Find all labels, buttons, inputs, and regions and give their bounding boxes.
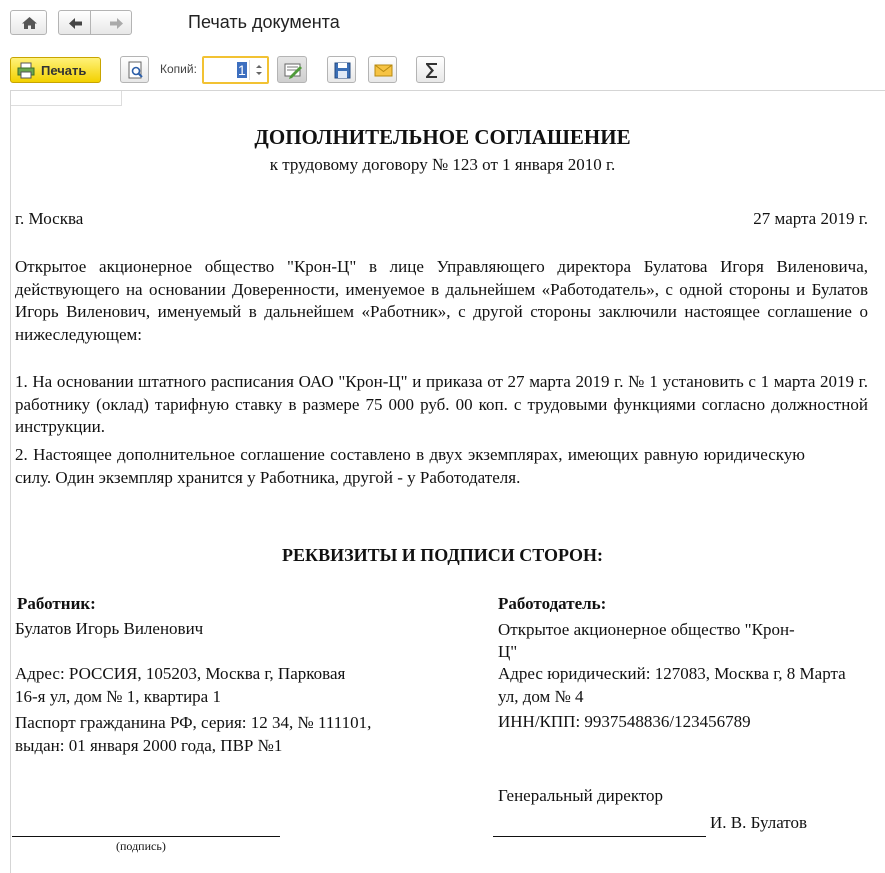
document-title: ДОПОЛНИТЕЛЬНОЕ СОГЛАШЕНИЕ <box>254 125 631 149</box>
signature-caption: (подпись) <box>116 839 166 853</box>
employer-name: Открытое акционерное общество "Крон-Ц" <box>498 620 795 661</box>
copies-stepper[interactable] <box>249 60 268 80</box>
employee-heading: Работник: <box>17 594 96 613</box>
employee-passport: Паспорт гражданина РФ, серия: 12 34, № 111101, выдан: 01 января 2000 года, ПВР №1 <box>15 713 372 755</box>
window-header <box>0 0 885 50</box>
forward-button[interactable] <box>90 10 132 35</box>
employee-address: Адрес: РОССИЯ, 105203, Москва г, Парковая 16-я ул, дом № 1, квартира 1 <box>15 664 346 706</box>
employer-inn: ИНН/КПП: 9937548836/123456789 <box>498 712 751 731</box>
stepper-arrows-icon <box>250 60 268 80</box>
preview-icon <box>121 57 150 84</box>
home-icon <box>11 11 48 36</box>
document-date: 27 марта 2019 г. <box>753 209 868 228</box>
home-button[interactable] <box>10 10 47 35</box>
printer-icon <box>17 62 35 79</box>
edit-button[interactable] <box>277 56 307 83</box>
sum-button[interactable] <box>416 56 445 83</box>
save-button[interactable] <box>327 56 356 83</box>
send-mail-button[interactable] <box>368 56 397 83</box>
save-icon <box>328 57 357 84</box>
employer-signature-line <box>493 836 706 837</box>
copies-input[interactable] <box>202 56 269 84</box>
arrow-left-icon <box>59 11 92 36</box>
copies-label: Копий: <box>160 62 197 76</box>
toolbar <box>0 54 885 88</box>
mail-icon <box>369 57 398 84</box>
print-button[interactable] <box>10 57 101 83</box>
edit-icon <box>278 57 308 84</box>
employer-signer: И. В. Булатов <box>710 813 808 832</box>
clause-1: 1. На основании штатного расписания ОАО "Крон-Ц" и приказа от 27 марта 2019 г. № 1 установить с 1 марта 2019 г. работнику (оклад) тарифную ставку в размере 75 000 руб. 00 коп. с трудовыми функциями согласно должностной инструкции. <box>15 372 868 437</box>
employee-name: Булатов Игорь Виленович <box>15 619 204 638</box>
copies-value: 1 <box>238 62 246 78</box>
employer-address: Адрес юридический: 127083, Москва г, 8 Марта ул, дом № 4 <box>498 664 846 706</box>
document-city: г. Москва <box>15 209 84 228</box>
intro-paragraph: Открытое акционерное общество "Крон-Ц" в лице Управляющего директора Булатова Игоря Виленовича, действующего на основании Доверенности, именуемое в дальнейшем «Работодатель», с одной стороны и Булатов Игорь Виленович, именуемый в дальнейшем «Работник», с другой стороны заключили настоящее соглашение о нижеследующем: <box>15 257 868 344</box>
employer-heading: Работодатель: <box>498 594 607 613</box>
arrow-right-icon <box>91 11 133 36</box>
back-button[interactable] <box>58 10 91 35</box>
preview-button[interactable] <box>120 56 149 83</box>
print-button-label: Печать <box>41 63 87 78</box>
window-title: Печать документа <box>188 12 340 32</box>
requisites-title: РЕКВИЗИТЫ И ПОДПИСИ СТОРОН: <box>282 545 603 565</box>
clause-2: 2. Настоящее дополнительное соглашение составлено в двух экземплярах, имеющих равную юридическую силу. Один экземпляр хранится у Работника, другой - у Работодателя. <box>15 445 805 487</box>
employee-signature-line <box>12 836 280 837</box>
cell-corner-marker <box>11 91 122 106</box>
sum-icon <box>417 57 446 84</box>
employer-position: Генеральный директор <box>498 786 664 805</box>
document-subtitle: к трудовому договору № 123 от 1 января 2010 г. <box>269 155 616 174</box>
